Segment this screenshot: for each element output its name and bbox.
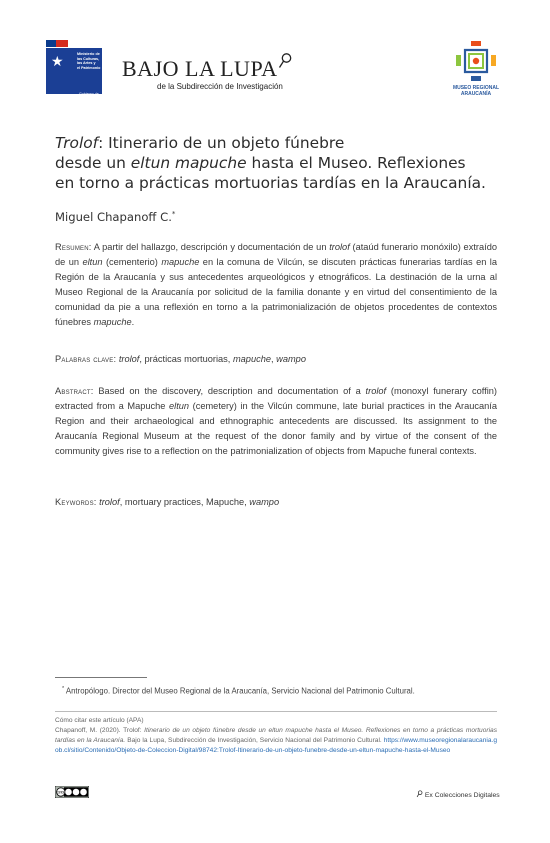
palabras-clave-label: Palabras clave: (55, 354, 117, 364)
article-title (55, 133, 515, 193)
museum-logo-caption: MUSEO REGIONAL ARAUCANÍA (452, 85, 500, 97)
flag-stripe-blue (46, 40, 56, 47)
citation-block (55, 716, 497, 756)
magnifier-icon (416, 790, 423, 798)
flag-stripe-red (56, 40, 68, 47)
ministry-logo-text: Ministerio de las Culturas, las Artes y el Patrimonio (77, 52, 101, 70)
citation-link[interactable]: https://www.museoregionalaraucania.gob.cl/sitio/Contenido/Objeto-de-Coleccion-Digital/98742:Trolof-Itinerario-de-un-objeto-funebre-desde-un-eltun-mapuche-hasta-el-Museo (55, 737, 498, 754)
ministry-logo-box (46, 48, 102, 100)
star-icon: ★ (51, 53, 64, 69)
author-footnote: * Antropólogo. Director del Museo Regional de la Araucanía, Servicio Nacional del Patrimonio Cultural. (62, 686, 415, 696)
citation-divider (55, 711, 497, 712)
abstract-paragraph: Abstract: Based on the discovery, description and documentation of a trolof (monoxyl funerary coffin) extracted from a Mapuche eltun (cemetery) in the Vilcún commune, late burial practices in the Araucanía Region and their archaeological and ethnographic antecedents are discussed. Its assignment to the Araucanía Regional Museum at the request of the donor family and by virtue of the consent of the community gives rise to a reflection on the patrimonialization of objects from Mapuche funeral contexts. (55, 386, 497, 456)
resumen-paragraph: Resumen: A partir del hallazgo, descripción y documentación de un trolof (ataúd funerario monóxilo) extraído de un eltun (cementerio) mapuche en la comuna de Vilcún, se discuten prácticas funerarias tardías en la Región de la Araucanía y sus antecedentes arqueológicos y etnográficos. La destinación de la urna al Museo Regional de la Araucanía por solicitud de la familia donante y en virtud del consentimiento de la comunidad da pie a una reflexión en torno a la patrimonialización de objetos procedentes de contextos fúnebres mapuche. (55, 242, 498, 327)
keywords-paragraph: Keywords: trolof, mortuary practices, Mapuche, wampo (55, 497, 280, 507)
citation-text: Chapanoff, M. (2020). Trolof: Itinerario de un objeto fúnebre desde un eltun mapuche hasta el Museo. Reflexiones en torno a prácticas mortuorias tardías en la Araucanía. Bajo la Lupa, Subdirección de Investigación, Servicio Nacional del Patrimonio Cultural. https://www.museoregionalaraucania.gob.cl/sitio/Contenido/Objeto-de-Coleccion-Digital/98742:Trolof-Itinerario-de-un-objeto-funebre-desde-un-eltun-mapuche-hasta-el-Museo (55, 727, 498, 754)
creative-commons-license-icon[interactable] (55, 786, 89, 798)
footer-collection: Ex Colecciones Digitales (416, 790, 500, 799)
ministry-logo-footer: Gobierno de Chile (79, 92, 99, 100)
palabras-clave-paragraph: Palabras clave: trolof, prácticas mortuorias, mapuche, wampo (55, 354, 306, 364)
museum-logo-icon (455, 40, 497, 82)
series-brand-title: BAJO LA LUPA (122, 56, 278, 81)
license-label: CC BY NC SA (57, 790, 65, 795)
series-brand-subtitle: de la Subdirección de Investigación (157, 82, 283, 91)
title-line-2: desde un eltun mapuche hasta el Museo. Reflexiones (55, 154, 466, 172)
footnote-divider (55, 677, 147, 678)
keywords-label: Keywords: (55, 497, 97, 507)
abstract-label: Abstract: (55, 386, 94, 396)
title-line-1: Trolof: Itinerario de un objeto fúnebre (55, 134, 345, 152)
title-line-3: en torno a prácticas mortuorias tardías en la Araucanía. (55, 174, 486, 192)
author-name: Miguel Chapanoff C.* (55, 210, 176, 224)
magnifier-icon (278, 52, 292, 70)
footnote-marker: * (171, 210, 176, 219)
resumen-label: Resumen: (55, 242, 92, 252)
citation-heading: Cómo citar este artículo (APA) (55, 717, 144, 724)
ministry-logo (46, 40, 102, 100)
